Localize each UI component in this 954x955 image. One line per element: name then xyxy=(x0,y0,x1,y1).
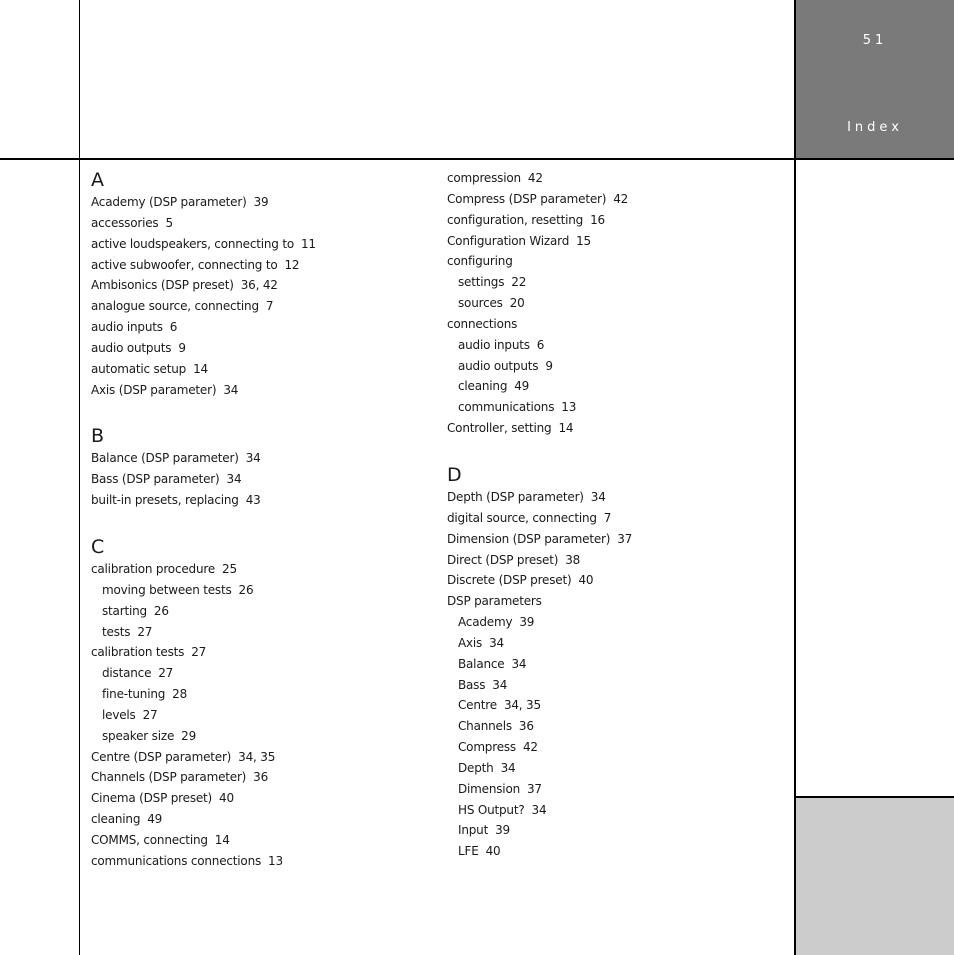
index-entry xyxy=(447,210,777,231)
index-subentry xyxy=(447,633,777,654)
index-page-ref: 20 xyxy=(509,296,525,311)
index-term: active loudspeakers, connecting to xyxy=(91,236,294,251)
index-term: audio inputs xyxy=(91,320,163,335)
index-page-ref: 25 xyxy=(222,561,237,576)
index-entry xyxy=(91,192,421,213)
index-entry xyxy=(91,317,421,338)
section-title: Index xyxy=(847,120,903,135)
index-page-ref: 5 xyxy=(165,215,173,230)
index-entry xyxy=(91,747,421,768)
index-page-ref: 40 xyxy=(485,844,501,859)
index-page-ref: 49 xyxy=(514,379,530,394)
index-subentry xyxy=(447,376,777,397)
index-entry xyxy=(447,529,777,550)
index-entry xyxy=(447,251,777,272)
index-entry xyxy=(91,275,421,296)
index-subentry xyxy=(447,800,777,821)
index-subentry xyxy=(447,397,777,418)
index-term: moving between tests xyxy=(102,582,232,597)
index-term: cleaning xyxy=(458,379,508,394)
index-page-ref: 42 xyxy=(527,171,543,185)
index-term: calibration tests xyxy=(91,645,185,660)
index-page-ref: 34 xyxy=(590,489,606,504)
index-entry xyxy=(91,788,421,809)
index-page-ref: 42 xyxy=(522,740,538,755)
index-page-ref: 15 xyxy=(576,233,591,248)
index-entry xyxy=(447,231,777,252)
index-subentry xyxy=(447,737,777,758)
index-page-ref: 27 xyxy=(191,645,207,660)
index-page-ref: 49 xyxy=(147,812,163,827)
index-page-ref: 22 xyxy=(511,275,527,290)
index-page-ref: 34, 35 xyxy=(238,749,276,764)
index-term: Axis (DSP parameter) xyxy=(91,382,217,397)
index-page-ref: 26 xyxy=(238,582,254,597)
section-tab xyxy=(796,0,954,158)
index-term: communications connections xyxy=(91,853,262,868)
index-page-ref: 34 xyxy=(489,635,504,650)
index-term: cleaning xyxy=(91,812,141,827)
index-entry xyxy=(447,314,777,335)
index-page-ref: 38 xyxy=(565,552,581,567)
index-term: levels xyxy=(102,707,136,722)
index-subentry xyxy=(447,716,777,737)
index-page-ref: 39 xyxy=(253,195,269,209)
index-entry xyxy=(91,642,421,663)
index-entry xyxy=(91,380,421,401)
index-term: Balance (DSP parameter) xyxy=(91,451,239,466)
index-page-ref: 26 xyxy=(153,603,169,618)
index-subentry xyxy=(447,335,777,356)
index-term: LFE xyxy=(458,844,479,859)
index-term: tests xyxy=(102,624,131,639)
index-entry xyxy=(91,830,421,851)
index-term: settings xyxy=(458,275,505,290)
index-term: Bass xyxy=(458,677,486,692)
index-page-ref: 34 xyxy=(223,382,239,397)
index-term: digital source, connecting xyxy=(447,510,597,525)
index-term: analogue source, connecting xyxy=(91,299,259,314)
index-page-ref: 14 xyxy=(214,832,230,847)
index-term: Dimension xyxy=(458,781,520,796)
index-term: Cinema (DSP preset) xyxy=(91,791,213,806)
index-page-ref: 27 xyxy=(137,624,153,639)
index-entry xyxy=(91,255,421,276)
index-letter-heading: A xyxy=(91,169,104,191)
index-term: Depth (DSP parameter) xyxy=(447,489,584,504)
index-page-ref: 34 xyxy=(492,677,508,692)
index-page-ref: 27 xyxy=(158,666,174,681)
index-term: accessories xyxy=(91,215,159,230)
index-entry xyxy=(91,809,421,830)
index-page-ref: 28 xyxy=(172,687,188,702)
index-term: active subwoofer, connecting to xyxy=(91,257,278,272)
index-term: configuration, resetting xyxy=(447,212,584,227)
index-letter-heading: B xyxy=(91,425,105,448)
index-subentry xyxy=(91,580,421,601)
index-term: Compress (DSP parameter) xyxy=(447,191,607,206)
index-term: Academy xyxy=(458,615,513,630)
index-term: built-in presets, replacing xyxy=(91,493,239,508)
index-page-ref: 12 xyxy=(284,257,300,272)
index-page-ref: 43 xyxy=(245,493,261,508)
index-page-ref: 39 xyxy=(519,615,535,630)
index-page-ref: 11 xyxy=(300,236,316,251)
page-number: 51 xyxy=(862,33,888,48)
index-entry xyxy=(447,418,777,439)
index-subentry xyxy=(447,675,777,696)
index-page-ref: 9 xyxy=(545,358,553,373)
index-term: connections xyxy=(447,316,518,331)
index-subentry xyxy=(447,758,777,779)
index-subentry xyxy=(447,293,777,314)
index-page-ref: 42 xyxy=(613,191,629,206)
index-term: starting xyxy=(102,603,147,618)
index-subentry xyxy=(91,705,421,726)
index-term: automatic setup xyxy=(91,361,187,376)
index-page-ref: 37 xyxy=(527,781,542,796)
index-entry xyxy=(91,448,421,469)
index-entry xyxy=(91,213,421,234)
index-term: audio inputs xyxy=(458,337,530,352)
index-page-ref: 34 xyxy=(511,656,527,671)
index-term: Bass (DSP parameter) xyxy=(91,472,220,487)
index-entry xyxy=(447,168,777,189)
index-page-ref: 40 xyxy=(578,573,594,588)
index-column-right xyxy=(447,168,777,862)
index-term: compression xyxy=(447,171,521,185)
index-page-ref: 36, 42 xyxy=(240,278,278,293)
index-entry xyxy=(91,559,421,580)
index-page-ref: 14 xyxy=(193,361,208,376)
index-subentry xyxy=(447,612,777,633)
index-page-ref: 7 xyxy=(603,510,612,525)
index-subentry xyxy=(91,684,421,705)
index-page-ref: 14 xyxy=(558,421,574,436)
index-term: Centre (DSP parameter) xyxy=(91,749,232,764)
index-page-ref: 9 xyxy=(178,340,186,355)
index-term: Controller, setting xyxy=(447,421,552,436)
index-term: communications xyxy=(458,400,555,415)
header-rule xyxy=(0,158,954,160)
index-term: Dimension (DSP parameter) xyxy=(447,531,611,546)
index-term: COMMS, connecting xyxy=(91,832,208,847)
index-term: distance xyxy=(102,666,152,681)
index-term: Compress xyxy=(458,740,516,755)
index-term: audio outputs xyxy=(91,340,172,355)
index-subentry xyxy=(447,356,777,377)
index-entry xyxy=(91,296,421,317)
index-page-ref: 37 xyxy=(617,531,633,546)
index-term: Ambisonics (DSP preset) xyxy=(91,278,234,293)
index-term: Configuration Wizard xyxy=(447,233,570,248)
index-term: HS Output? xyxy=(458,802,525,817)
left-margin-rule xyxy=(79,0,80,955)
index-entry xyxy=(447,487,777,508)
index-entry xyxy=(447,189,777,210)
index-subentry xyxy=(447,654,777,675)
index-entry xyxy=(91,767,421,788)
index-page-ref: 27 xyxy=(142,707,158,722)
index-term: DSP parameters xyxy=(447,594,542,609)
index-page-ref: 7 xyxy=(265,299,274,314)
index-page-ref: 36 xyxy=(253,770,269,785)
index-letter-heading: C xyxy=(91,535,105,558)
index-term: speaker size xyxy=(102,728,175,743)
index-subentry xyxy=(91,622,421,643)
index-entry xyxy=(447,508,777,529)
index-page-ref: 13 xyxy=(561,400,577,415)
index-entry xyxy=(91,490,421,511)
index-subentry xyxy=(447,695,777,716)
index-term: calibration procedure xyxy=(91,561,216,576)
index-page-ref: 13 xyxy=(268,853,283,868)
index-entry xyxy=(91,851,421,872)
lower-tab xyxy=(796,796,954,955)
index-page-ref: 34 xyxy=(531,802,547,817)
index-term: Discrete (DSP preset) xyxy=(447,573,572,588)
index-term: audio outputs xyxy=(458,358,539,373)
index-term: Academy (DSP parameter) xyxy=(91,195,247,209)
index-entry xyxy=(91,359,421,380)
index-subentry xyxy=(91,663,421,684)
index-entry xyxy=(91,469,421,490)
index-subentry xyxy=(91,601,421,622)
index-letter-heading: D xyxy=(447,463,462,486)
index-entry xyxy=(447,591,777,612)
index-entry xyxy=(447,570,777,591)
index-page-ref: 34 xyxy=(245,451,261,466)
index-subentry xyxy=(447,272,777,293)
index-page-ref: 6 xyxy=(536,337,545,352)
index-term: sources xyxy=(458,296,503,311)
index-term: Channels xyxy=(458,719,512,734)
index-page-ref: 34, 35 xyxy=(503,698,541,713)
index-page-ref: 36 xyxy=(518,719,534,734)
index-term: Input xyxy=(458,823,489,838)
index-page-ref: 29 xyxy=(181,728,197,743)
index-term: Centre xyxy=(458,698,497,713)
index-term: Channels (DSP parameter) xyxy=(91,770,247,785)
index-term: fine-tuning xyxy=(102,687,166,702)
index-term: Axis xyxy=(458,635,483,650)
index-term: configuring xyxy=(447,254,513,269)
index-subentry xyxy=(447,841,777,862)
index-page-ref: 6 xyxy=(169,320,178,335)
index-page-ref: 34 xyxy=(500,760,516,775)
index-page-ref: 16 xyxy=(590,212,605,227)
index-entry xyxy=(91,234,421,255)
index-entry xyxy=(91,338,421,359)
index-page-ref: 34 xyxy=(226,472,242,487)
index-term: Balance xyxy=(458,656,505,671)
index-entry xyxy=(447,550,777,571)
index-subentry xyxy=(91,726,421,747)
index-page-ref: 40 xyxy=(219,791,234,806)
index-column-left xyxy=(91,168,421,872)
index-page-ref: 39 xyxy=(495,823,510,838)
index-subentry xyxy=(447,820,777,841)
index-term: Depth xyxy=(458,760,494,775)
index-term: Direct (DSP preset) xyxy=(447,552,559,567)
index-subentry xyxy=(447,779,777,800)
